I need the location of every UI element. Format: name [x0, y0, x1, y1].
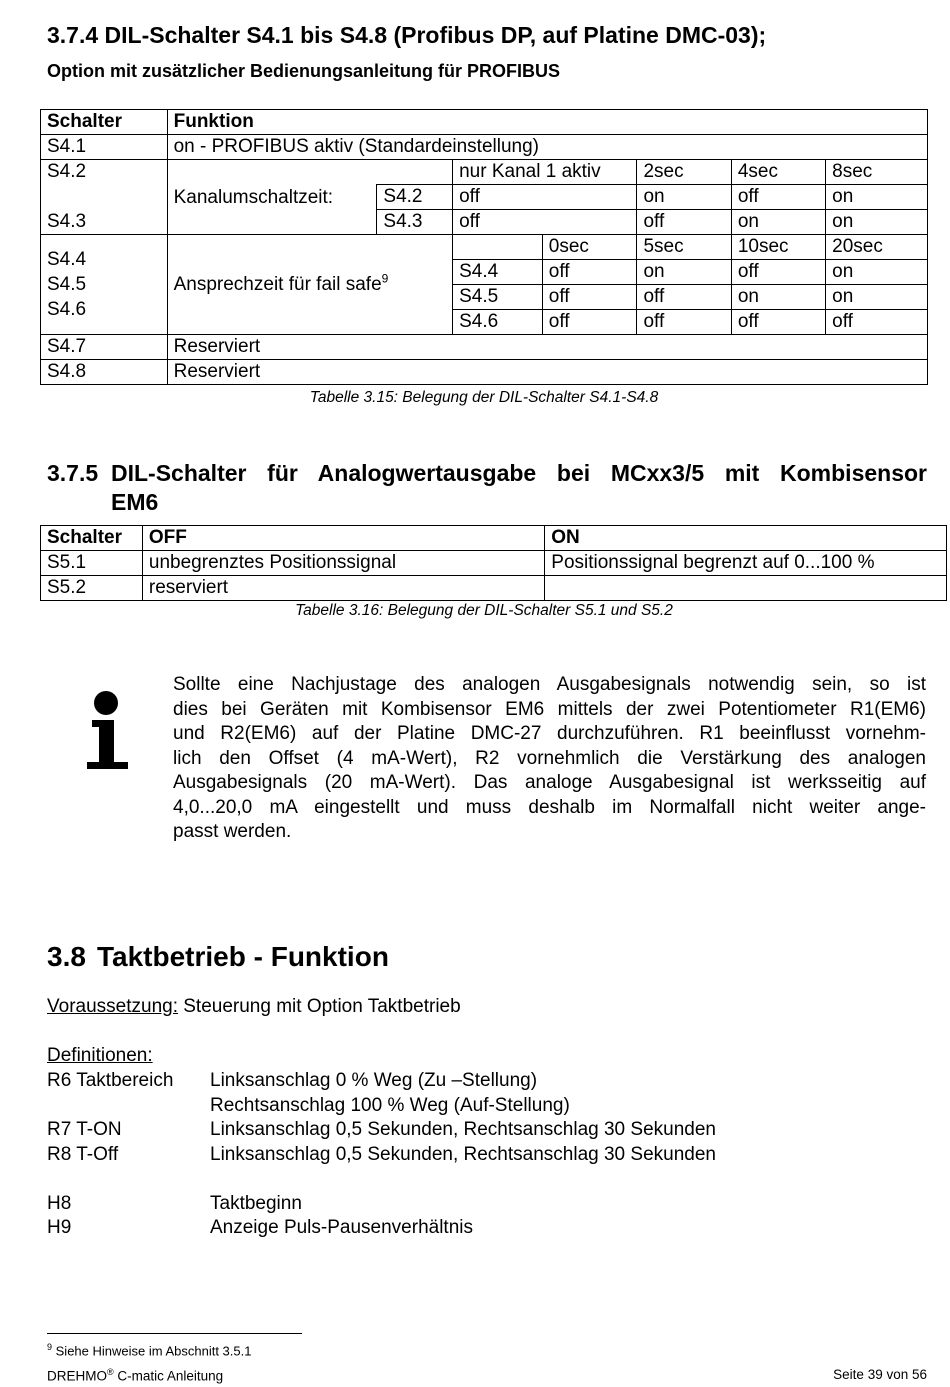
- definition-row: [47, 1143, 927, 1168]
- definition-term: R8 T-Off: [47, 1143, 119, 1165]
- definition-term: H8: [47, 1192, 72, 1214]
- switch-cell: S4.3: [41, 210, 168, 235]
- switch-cell: S4.1: [41, 135, 168, 160]
- failsafe-value-cell: off: [731, 260, 825, 285]
- voraussetzung-text: Steuerung mit Option Taktbetrieb: [177, 996, 461, 1017]
- header-funktion: Funktion: [167, 110, 927, 135]
- footnote-text: Siehe Hinweise im Abschnitt 3.5.1: [55, 1343, 252, 1359]
- definition-term: H9: [47, 1217, 72, 1238]
- section-374-subheading: Option mit zusätzlicher Bedienungsanleitung für PROFIBUS: [47, 61, 561, 81]
- kanal-value-cell: off: [453, 185, 637, 210]
- header-off: OFF: [142, 526, 544, 551]
- definition-desc: Rechtsanschlag 100 % Weg (Auf-Stellung): [210, 1094, 570, 1116]
- kanal-header-cell: nur Kanal 1 aktiv: [453, 160, 637, 185]
- switch-cell: S4.7: [41, 335, 168, 360]
- failsafe-switch: S4.5: [453, 285, 543, 310]
- footnote-rule: [47, 1333, 302, 1334]
- footer-page-number: Seite 39 von 56: [833, 1367, 927, 1382]
- registered-mark: ®: [107, 1367, 114, 1377]
- footer-doc-title: C-matic Anleitung: [113, 1368, 224, 1384]
- note-line: und R2(EM6) auf der Platine DMC-27 durchzuführen. R1 beeinflusst vornehm-: [173, 723, 926, 744]
- failsafe-value-cell: on: [826, 260, 928, 285]
- footnote: [47, 1342, 251, 1358]
- kanal-value-cell: off: [453, 210, 637, 235]
- section-375-heading: [47, 459, 927, 517]
- failsafe-switch: S4.4: [453, 260, 543, 285]
- definition-desc: Linksanschlag 0,5 Sekunden, Rechtsanschlag 30 Sekunden: [210, 1143, 716, 1165]
- table-row: [41, 551, 947, 576]
- section-title: Taktbetrieb - Funktion: [97, 941, 389, 972]
- info-icon: [84, 690, 132, 772]
- definition-term: [47, 1094, 210, 1119]
- note-line: 4,0...20,0 mA eingestellt und muss deshalb im Normalfall nicht weiter ange-: [173, 796, 926, 818]
- switch-cell: S4.2: [41, 160, 168, 185]
- table-caption-316: Tabelle 3.16: Belegung der DIL-Schalter S5.1 und S5.2: [295, 602, 673, 619]
- kanal-header-cell: 4sec: [731, 160, 825, 185]
- kanal-value-cell: off: [637, 210, 731, 235]
- empty-cell: [377, 160, 453, 185]
- function-cell: Reserviert: [167, 360, 927, 385]
- kanal-value-cell: on: [826, 185, 928, 210]
- definition-row: [47, 1069, 927, 1094]
- table-row: [41, 210, 928, 235]
- info-note-text: [173, 673, 926, 845]
- definition-desc: Anzeige Puls-Pausenverhältnis: [210, 1217, 473, 1238]
- on-cell: [545, 576, 947, 601]
- failsafe-value-cell: off: [542, 260, 637, 285]
- table-row: [41, 360, 928, 385]
- off-cell: unbegrenztes Positionssignal: [142, 551, 544, 576]
- kanal-switch-cell: S4.3: [377, 210, 453, 235]
- failsafe-value-cell: off: [542, 285, 637, 310]
- definition-desc: Taktbeginn: [210, 1192, 302, 1214]
- definition-desc: Linksanschlag 0 % Weg (Zu –Stellung): [210, 1070, 538, 1091]
- definition-term: R7 T-ON: [47, 1119, 122, 1140]
- function-cell: on - PROFIBUS aktiv (Standardeinstellung): [167, 135, 927, 160]
- kanal-value-cell: off: [731, 185, 825, 210]
- voraussetzung-label: Voraussetzung:: [47, 996, 178, 1017]
- note-line: Sollte eine Nachjustage des analogen Ausgabesignals notwendig sein, so ist: [173, 674, 926, 695]
- section-number: 3.7.5: [47, 460, 99, 486]
- definition-row: [47, 1216, 927, 1241]
- failsafe-value-cell: on: [731, 285, 825, 310]
- failsafe-value-cell: off: [542, 310, 637, 335]
- header-schalter: Schalter: [41, 110, 168, 135]
- section-title-line2: EM6: [111, 489, 159, 515]
- footnote-mark: 9: [47, 1342, 53, 1352]
- failsafe-header-cell: 5sec: [637, 235, 731, 260]
- off-cell: reserviert: [142, 576, 544, 601]
- note-line: lich den Offset (4 mA-Wert), R2 vornehmlich die Verstärkung des analogen: [173, 747, 926, 769]
- section-374-heading: 3.7.4 DIL-Schalter S4.1 bis S4.8 (Profibus DP, auf Platine DMC-03);: [47, 22, 767, 48]
- note-line: Ausgabesignals (20 mA-Wert). Das analoge Ausgabesignal ist werksseitig auf: [173, 772, 926, 793]
- function-cell: Reserviert: [167, 335, 927, 360]
- failsafe-header-cell: 10sec: [731, 235, 825, 260]
- failsafe-switch: S4.6: [453, 310, 543, 335]
- failsafe-value-cell: off: [731, 310, 825, 335]
- kanal-label: Kanalumschaltzeit:: [167, 160, 377, 210]
- definition-row: [47, 1192, 927, 1217]
- kanal-header-cell: 8sec: [826, 160, 928, 185]
- failsafe-value-cell: off: [826, 310, 928, 335]
- section-number: 3.8: [47, 941, 86, 972]
- failsafe-value-cell: on: [637, 260, 731, 285]
- dil-s4-table: [40, 109, 928, 385]
- empty-cell: [41, 185, 168, 210]
- failsafe-header-cell: 0sec: [542, 235, 637, 260]
- header-on: ON: [545, 526, 947, 551]
- failsafe-label-cell: [167, 235, 453, 335]
- section-38-heading: [47, 941, 389, 973]
- definitionen-label: Definitionen:: [47, 1045, 153, 1066]
- kanal-value-cell: on: [826, 210, 928, 235]
- table-row: [41, 335, 928, 360]
- definition-row: [47, 1094, 927, 1119]
- section-title-line1: DIL-Schalter für Analogwertausgabe bei MCxx3/5 mit Kombisensor: [111, 460, 927, 486]
- kanal-switch-cell: S4.2: [377, 185, 453, 210]
- failsafe-switch-cell: [41, 235, 168, 335]
- table-row: [41, 135, 928, 160]
- switch-label: S4.4: [47, 249, 87, 270]
- dil-s5-table: [40, 525, 947, 601]
- switch-label: S4.5: [47, 274, 87, 295]
- kanal-value-cell: on: [731, 210, 825, 235]
- footnote-mark: 9: [381, 271, 389, 286]
- table-header-row: [41, 526, 947, 551]
- empty-cell: [167, 210, 377, 235]
- failsafe-value-cell: off: [637, 310, 731, 335]
- voraussetzung: [47, 995, 461, 1020]
- definition-term: R6 Taktbereich: [47, 1070, 174, 1091]
- failsafe-value-cell: on: [826, 285, 928, 310]
- definitions-list: [47, 1069, 927, 1241]
- failsafe-header-cell: 20sec: [826, 235, 928, 260]
- note-line: dies bei Geräten mit Kombisensor EM6 mittels der zwei Potentiometer R1(EM6): [173, 698, 926, 720]
- table-row: [41, 235, 928, 260]
- kanal-value-cell: on: [637, 185, 731, 210]
- switch-cell: S4.8: [41, 360, 168, 385]
- footer-left: [47, 1367, 223, 1384]
- switch-cell: S5.1: [41, 551, 143, 576]
- empty-cell: [453, 235, 543, 260]
- table-header-row: [41, 110, 928, 135]
- table-row: [41, 160, 928, 185]
- table-row: [41, 576, 947, 601]
- definition-desc: Linksanschlag 0,5 Sekunden, Rechtsanschlag 30 Sekunden: [210, 1119, 716, 1140]
- on-cell: Positionssignal begrenzt auf 0...100 %: [545, 551, 947, 576]
- kanal-header-cell: 2sec: [637, 160, 731, 185]
- header-schalter: Schalter: [41, 526, 143, 551]
- failsafe-label: Ansprechzeit für fail safe: [173, 273, 382, 295]
- definition-row: [47, 1118, 927, 1143]
- switch-cell: S5.2: [41, 576, 143, 601]
- note-line: passt werden.: [173, 821, 292, 842]
- footer-brand: DREHMO: [47, 1368, 107, 1384]
- table-caption-315: Tabelle 3.15: Belegung der DIL-Schalter S4.1-S4.8: [309, 389, 659, 406]
- failsafe-value-cell: off: [637, 285, 731, 310]
- switch-label: S4.6: [47, 299, 87, 320]
